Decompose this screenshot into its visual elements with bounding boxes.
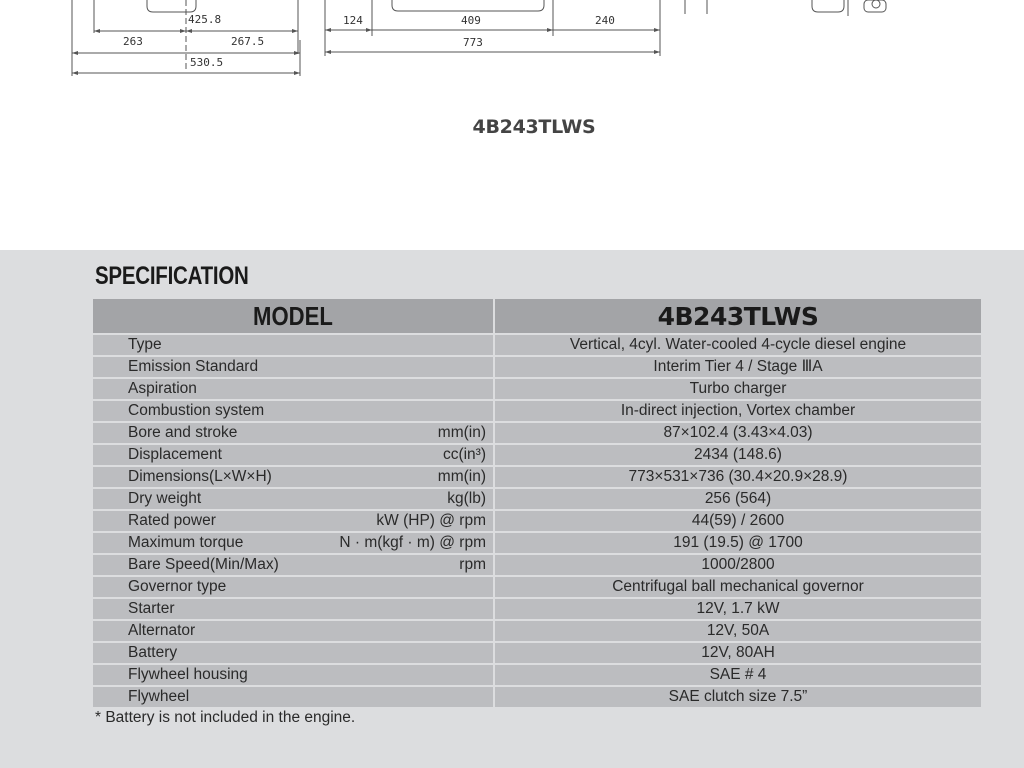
spec-label-cell [93, 488, 494, 510]
table-row [93, 400, 981, 422]
spec-label-cell [93, 554, 494, 576]
spec-value: Interim Tier 4 / Stage ⅢA [494, 356, 981, 378]
spec-value: 1000/2800 [494, 554, 981, 576]
table-row [93, 378, 981, 400]
section-title: SPECIFICATION [95, 262, 249, 290]
spec-value: 12V, 1.7 kW [494, 598, 981, 620]
spec-label-cell [93, 642, 494, 664]
spec-unit: cc(in³) [442, 446, 486, 463]
table-row [93, 444, 981, 466]
spec-value: In-direct injection, Vortex chamber [494, 400, 981, 422]
table-row [93, 334, 981, 356]
spec-label: Displacement [128, 446, 222, 463]
spec-value: SAE # 4 [494, 664, 981, 686]
spec-label-cell [93, 444, 494, 466]
spec-label: Battery [128, 644, 178, 661]
spec-label: Aspiration [128, 380, 197, 397]
spec-label-cell [93, 664, 494, 686]
table-row [93, 356, 981, 378]
spec-value: 12V, 80AH [494, 642, 981, 664]
spec-table [93, 299, 981, 709]
spec-unit: mm(in) [437, 468, 486, 485]
spec-label-cell [93, 466, 494, 488]
header-name-cell [494, 299, 981, 334]
dim-label: 124 [343, 14, 363, 27]
spec-label-cell [93, 532, 494, 554]
spec-label: Rated power [128, 512, 216, 529]
spec-label: Combustion system [128, 402, 265, 419]
spec-value: 256 (564) [494, 488, 981, 510]
spec-label-cell [93, 620, 494, 642]
dim-label: 425.8 [188, 13, 222, 26]
spec-label-cell [93, 598, 494, 620]
spec-label: Flywheel housing [128, 666, 248, 683]
spec-label: Alternator [128, 622, 196, 639]
dim-label: 409 [461, 14, 481, 27]
spec-label-cell [93, 510, 494, 532]
table-row [93, 576, 981, 598]
header-model-name: 4B243TLWS [657, 301, 819, 331]
dim-label: 263 [123, 35, 143, 48]
spec-value: 12V, 50A [494, 620, 981, 642]
table-row [93, 510, 981, 532]
dim-label: 773 [463, 36, 483, 49]
dim-label: 267.5 [231, 35, 265, 48]
spec-label-cell [93, 422, 494, 444]
header-model-cell [93, 299, 494, 334]
spec-value: Turbo charger [494, 378, 981, 400]
spec-label: Flywheel [128, 688, 190, 705]
spec-label-cell [93, 334, 494, 356]
spec-unit: kW (HP) @ rpm [376, 512, 486, 529]
footnote: * Battery is not included in the engine. [95, 709, 356, 726]
spec-label: Dry weight [128, 490, 202, 507]
spec-label: Maximum torque [128, 534, 244, 551]
spec-label: Starter [128, 600, 175, 617]
table-row [93, 466, 981, 488]
spec-label-cell [93, 378, 494, 400]
spec-unit: N · m(kgf · m) @ rpm [339, 534, 486, 551]
dim-label: 240 [595, 14, 615, 27]
spec-label-cell [93, 356, 494, 378]
spec-unit: rpm [459, 556, 486, 573]
spec-label-cell [93, 400, 494, 422]
table-row [93, 554, 981, 576]
spec-label: Type [128, 336, 162, 353]
spec-value: 87×102.4 (3.43×4.03) [494, 422, 981, 444]
table-row [93, 488, 981, 510]
spec-unit: mm(in) [437, 424, 486, 441]
spec-label-cell [93, 576, 494, 598]
spec-label: Bare Speed(Min/Max) [128, 556, 279, 573]
spec-label: Emission Standard [128, 358, 259, 375]
table-row [93, 620, 981, 642]
spec-value: 191 (19.5) @ 1700 [494, 532, 981, 554]
table-row [93, 532, 981, 554]
table-header-row [93, 299, 981, 334]
spec-label: Dimensions(L×W×H) [128, 468, 272, 485]
drawing-area [0, 0, 1024, 250]
table-row [93, 598, 981, 620]
table-row [93, 422, 981, 444]
spec-value: 2434 (148.6) [494, 444, 981, 466]
dim-label: 530.5 [190, 56, 224, 69]
spec-value: SAE clutch size 7.5” [494, 686, 981, 708]
spec-value: Centrifugal ball mechanical governor [494, 576, 981, 598]
spec-label: Governor type [128, 578, 227, 595]
spec-unit: kg(lb) [447, 490, 486, 507]
model-caption: 4B243TLWS [472, 116, 596, 138]
header-model-label: MODEL [253, 300, 333, 331]
table-row [93, 664, 981, 686]
spec-table-body [93, 334, 981, 708]
spec-label: Bore and stroke [128, 424, 238, 441]
spec-label-cell [93, 686, 494, 708]
table-row [93, 686, 981, 708]
specification-section [0, 250, 1024, 768]
table-row [93, 642, 981, 664]
spec-value: 773×531×736 (30.4×20.9×28.9) [494, 466, 981, 488]
spec-value: Vertical, 4cyl. Water-cooled 4-cycle diesel engine [494, 334, 981, 356]
spec-value: 44(59) / 2600 [494, 510, 981, 532]
